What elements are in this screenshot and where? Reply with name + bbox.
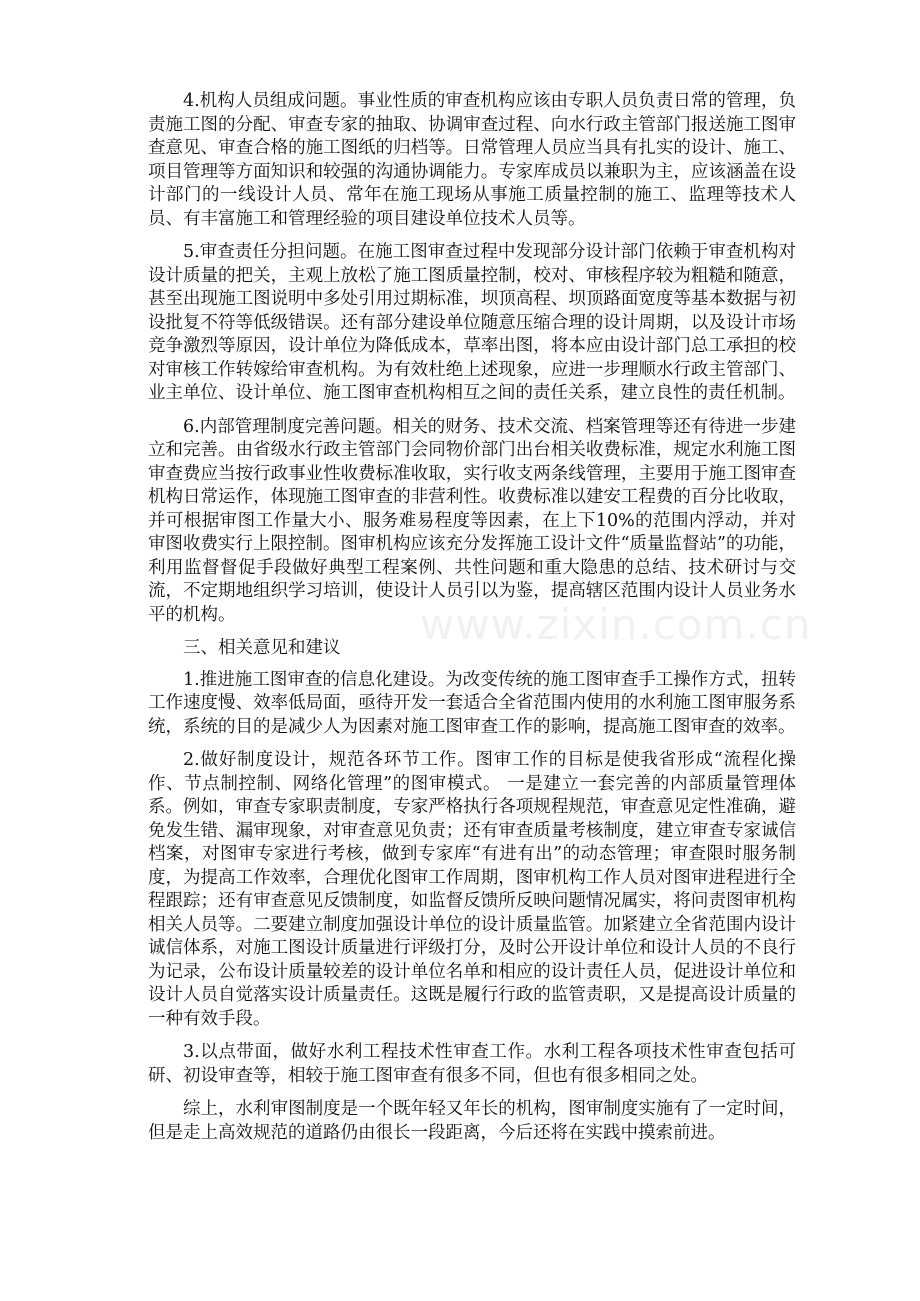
paragraph-technical-review: 3.以点带面，做好水利工程技术性审查工作。水利工程各项技术性审查包括可研、初设审查等，相较于施工图审查有很多不同，但也有很多相同之处。	[148, 1042, 796, 1086]
document-body	[148, 90, 796, 1155]
paragraph-informatization: 1.推进施工图审查的信息化建设。为改变传统的施工图审查手工操作方式，扭转工作速度慢、效率低局面，亟待开发一套适合全省范围内使用的水利施工图审服务系统，系统的目的是减少人为因素对施工图审查工作的影响，提高施工图审查的效率。	[148, 669, 796, 737]
paragraph-internal-management: 6.内部管理制度完善问题。相关的财务、技术交流、档案管理等还有待进一步建立和完善。由省级水行政主管部门会同物价部门出台相关收费标准，规定水利施工图审查费应当按行政事业性收费标准收取，实行收支两条线管理，主要用于施工图审查机构日常运作，体现施工图审查的非营利性。收费标准以建安工程费的百分比收取，并可根据审图工作量大小、服务难易程度等因素，在上下10%的范围内浮动，并对审图收费实行上限控制。图审机构应该充分发挥施工设计文件“质量监督站”的功能，利用监督督促手段做好典型工程案例、共性问题和重大隐患的总结、技术研讨与交流，不定期地组织学习培训，使设计人员引以为鉴，提高辖区范围内设计人员业务水平的机构。	[148, 416, 796, 625]
paragraph-system-design: 2.做好制度设计，规范各环节工作。图审工作的目标是使我省形成“流程化操作、节点制控制、网络化管理”的图审模式。 一是建立一套完善的内部质量管理体系。例如，审查专家职责制度，专家严格执行各项规程规范，审查意见定性准确，避免发生错、漏审现象，对审查意见负责；还有审查质量考核制度，建立审查专家诚信档案，对图审专家进行考核，做到专家库“有进有出”的动态管理；审查限时服务制度，为提高工作效率，合理优化图审工作周期，图审机构工作人员对图审进程进行全程跟踪；还有审查意见反馈制度，如监督反馈所反映问题情况属实，将问责图审机构相关人员等。二要建立制度加强设计单位的设计质量监管。加紧建立全省范围内设计诚信体系，对施工图设计质量进行评级打分，及时公开设计单位和设计人员的不良行为记录，公布设计质量较差的设计单位名单和相应的设计责任人员，促进设计单位和设计人员自觉落实设计质量责任。这既是履行行政的监管责职，又是提高设计质量的一种有效手段。	[148, 750, 796, 1029]
paragraph-conclusion: 综上，水利审图制度是一个既年轻又年长的机构，图审制度实施有了一定时间，但是走上高效规范的道路仍由很长一段距离，今后还将在实践中摸索前进。	[148, 1099, 796, 1143]
paragraph-personnel-composition: 4.机构人员组成问题。事业性质的审查机构应该由专职人员负责日常的管理，负责施工图的分配、审查专家的抽取、协调审查过程、向水行政主管部门报送施工图审查意见、审查合格的施工图纸的归档等。日常管理人员应当具有扎实的设计、施工、项目管理等方面知识和较强的沟通协调能力。专家库成员以兼职为主，应该涵盖在设计部门的一线设计人员、常年在施工现场从事施工质量控制的施工、监理等技术人员、有丰富施工和管理经验的项目建设单位技术人员等。	[148, 91, 796, 229]
watermark-text: www.zixin.com.cn	[420, 600, 812, 649]
paragraph-review-responsibility: 5.审查责任分担问题。在施工图审查过程中发现部分设计部门依赖于审查机构对设计质量的把关，主观上放松了施工图质量控制，校对、审核程序较为粗糙和随意，甚至出现施工图说明中多处引用过期标准，坝顶高程、坝顶路面宽度等基本数据与初设批复不符等低级错误。还有部分建设单位随意压缩合理的设计周期，以及设计市场竞争激烈等原因，设计单位为降低成本，草率出图，将本应由设计部门总工承担的校对审核工作转嫁给审查机构。为有效杜绝上述现象，应进一步理顺水行政主管部门、业主单位、设计单位、施工图审查机构相互之间的责任关系，建立良性的责任机制。	[148, 242, 796, 403]
section-heading-suggestions: 三、相关意见和建议	[183, 638, 341, 658]
